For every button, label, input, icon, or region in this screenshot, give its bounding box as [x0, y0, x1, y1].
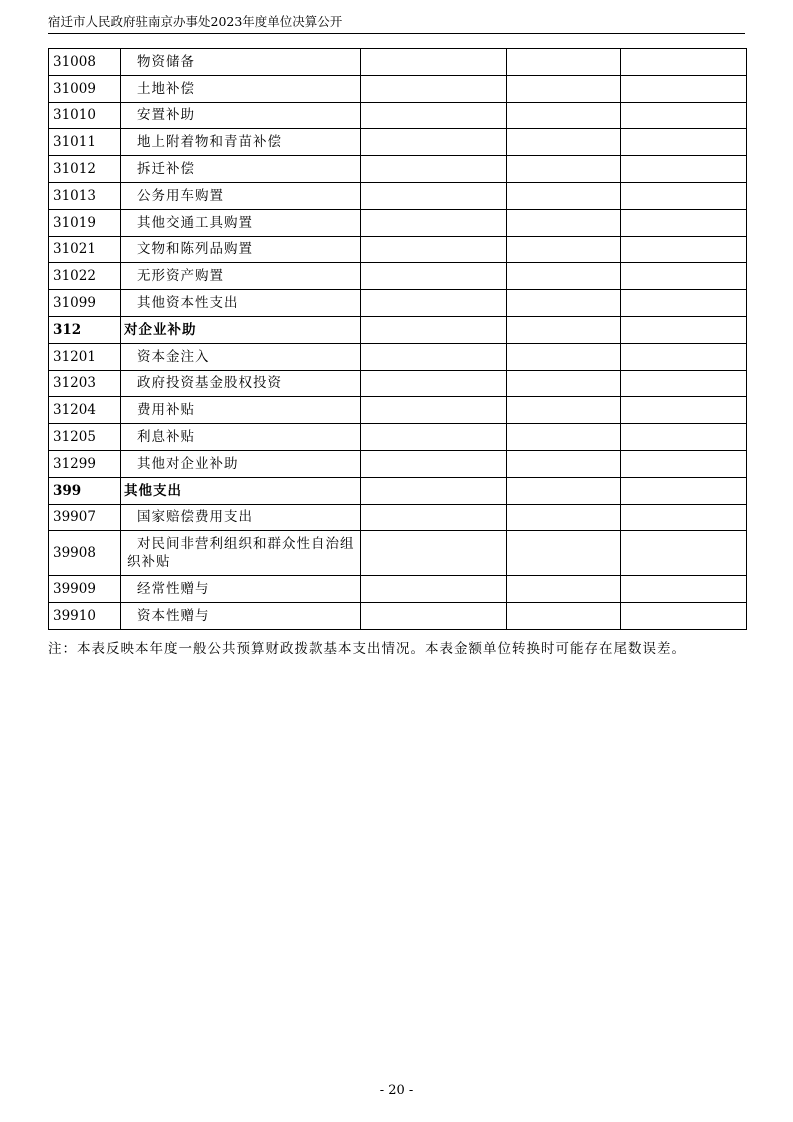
table-row: [49, 450, 747, 477]
table-row: [49, 603, 747, 630]
row-name: 其他对企业补助: [121, 450, 361, 477]
row-code: 39909: [49, 576, 121, 603]
row-value-cell: [361, 236, 507, 263]
row-code: 39910: [49, 603, 121, 630]
table-body: [49, 49, 747, 630]
table-row: [49, 316, 747, 343]
row-value-cell: [361, 102, 507, 129]
row-value-cell: [621, 263, 747, 290]
row-name: 利息补贴: [121, 424, 361, 451]
row-code: 31011: [49, 129, 121, 156]
row-code: 31205: [49, 424, 121, 451]
table-note: 注：本表反映本年度一般公共预算财政拨款基本支出情况。本表金额单位转换时可能存在尾数误差。: [48, 641, 686, 657]
row-value-cell: [361, 156, 507, 183]
row-value-cell: [507, 450, 621, 477]
row-code: 39907: [49, 504, 121, 531]
table-row: [49, 236, 747, 263]
row-value-cell: [621, 450, 747, 477]
row-value-cell: [361, 531, 507, 576]
row-value-cell: [361, 49, 507, 76]
row-value-cell: [507, 576, 621, 603]
table-row: [49, 209, 747, 236]
row-value-cell: [621, 504, 747, 531]
row-value-cell: [361, 397, 507, 424]
row-value-cell: [621, 49, 747, 76]
row-value-cell: [621, 531, 747, 576]
row-code: 399: [49, 477, 121, 504]
row-code: 31299: [49, 450, 121, 477]
row-name: 对民间非营利组织和群众性自治组织补贴: [121, 531, 361, 576]
row-code: 31021: [49, 236, 121, 263]
row-value-cell: [507, 477, 621, 504]
row-value-cell: [621, 290, 747, 317]
row-value-cell: [361, 477, 507, 504]
row-value-cell: [361, 129, 507, 156]
row-value-cell: [621, 424, 747, 451]
row-value-cell: [621, 397, 747, 424]
row-code: 31019: [49, 209, 121, 236]
row-value-cell: [621, 156, 747, 183]
row-value-cell: [507, 263, 621, 290]
row-code: 31010: [49, 102, 121, 129]
row-value-cell: [507, 504, 621, 531]
row-value-cell: [507, 209, 621, 236]
table-row: [49, 182, 747, 209]
page-number: - 20 -: [379, 1083, 414, 1098]
table-row: [49, 75, 747, 102]
row-name: 费用补贴: [121, 397, 361, 424]
row-value-cell: [361, 263, 507, 290]
row-code: 31203: [49, 370, 121, 397]
table-row: [49, 102, 747, 129]
row-value-cell: [621, 236, 747, 263]
row-value-cell: [361, 182, 507, 209]
row-value-cell: [361, 290, 507, 317]
row-value-cell: [621, 209, 747, 236]
table-row: [49, 576, 747, 603]
row-value-cell: [507, 236, 621, 263]
row-value-cell: [507, 531, 621, 576]
row-code: 31204: [49, 397, 121, 424]
row-value-cell: [507, 129, 621, 156]
row-code: 31201: [49, 343, 121, 370]
row-value-cell: [507, 156, 621, 183]
row-value-cell: [507, 397, 621, 424]
row-name: 物资储备: [121, 49, 361, 76]
row-value-cell: [361, 316, 507, 343]
row-value-cell: [621, 343, 747, 370]
row-code: 39908: [49, 531, 121, 576]
row-code: 31008: [49, 49, 121, 76]
row-name: 资本金注入: [121, 343, 361, 370]
row-value-cell: [361, 504, 507, 531]
header-divider: [48, 33, 745, 34]
row-value-cell: [507, 75, 621, 102]
table-row: [49, 263, 747, 290]
row-value-cell: [361, 75, 507, 102]
row-name: 地上附着物和青苗补偿: [121, 129, 361, 156]
row-value-cell: [507, 182, 621, 209]
page-header: 宿迁市人民政府驻南京办事处2023年度单位决算公开: [48, 14, 343, 29]
row-name: 经常性赠与: [121, 576, 361, 603]
row-name: 资本性赠与: [121, 603, 361, 630]
row-name: 其他资本性支出: [121, 290, 361, 317]
table-row: [49, 49, 747, 76]
row-value-cell: [507, 49, 621, 76]
row-value-cell: [361, 209, 507, 236]
table-row: [49, 343, 747, 370]
expenditure-table: [48, 48, 747, 630]
row-name: 无形资产购置: [121, 263, 361, 290]
table-row: [49, 477, 747, 504]
row-value-cell: [361, 603, 507, 630]
row-code: 31022: [49, 263, 121, 290]
row-name: 其他支出: [121, 477, 361, 504]
row-value-cell: [621, 316, 747, 343]
table-row: [49, 290, 747, 317]
row-name: 安置补助: [121, 102, 361, 129]
row-value-cell: [507, 603, 621, 630]
row-name: 拆迁补偿: [121, 156, 361, 183]
table-row: [49, 129, 747, 156]
row-value-cell: [621, 102, 747, 129]
row-value-cell: [361, 450, 507, 477]
row-value-cell: [621, 182, 747, 209]
table-row: [49, 370, 747, 397]
table-row: [49, 156, 747, 183]
table-row: [49, 424, 747, 451]
row-value-cell: [361, 424, 507, 451]
row-value-cell: [361, 343, 507, 370]
table-row: [49, 531, 747, 576]
row-value-cell: [621, 370, 747, 397]
row-name: 国家赔偿费用支出: [121, 504, 361, 531]
row-value-cell: [621, 129, 747, 156]
row-name: 其他交通工具购置: [121, 209, 361, 236]
row-code: 312: [49, 316, 121, 343]
table-row: [49, 504, 747, 531]
row-value-cell: [361, 576, 507, 603]
row-value-cell: [507, 102, 621, 129]
table-row: [49, 397, 747, 424]
row-name: 公务用车购置: [121, 182, 361, 209]
row-value-cell: [507, 290, 621, 317]
row-value-cell: [507, 343, 621, 370]
row-value-cell: [621, 603, 747, 630]
row-code: 31012: [49, 156, 121, 183]
row-value-cell: [361, 370, 507, 397]
row-code: 31013: [49, 182, 121, 209]
row-name: 文物和陈列品购置: [121, 236, 361, 263]
row-value-cell: [621, 576, 747, 603]
row-value-cell: [507, 316, 621, 343]
row-name: 对企业补助: [121, 316, 361, 343]
row-value-cell: [621, 75, 747, 102]
row-name: 政府投资基金股权投资: [121, 370, 361, 397]
row-value-cell: [507, 370, 621, 397]
row-name: 土地补偿: [121, 75, 361, 102]
row-code: 31009: [49, 75, 121, 102]
row-code: 31099: [49, 290, 121, 317]
row-value-cell: [507, 424, 621, 451]
row-value-cell: [621, 477, 747, 504]
